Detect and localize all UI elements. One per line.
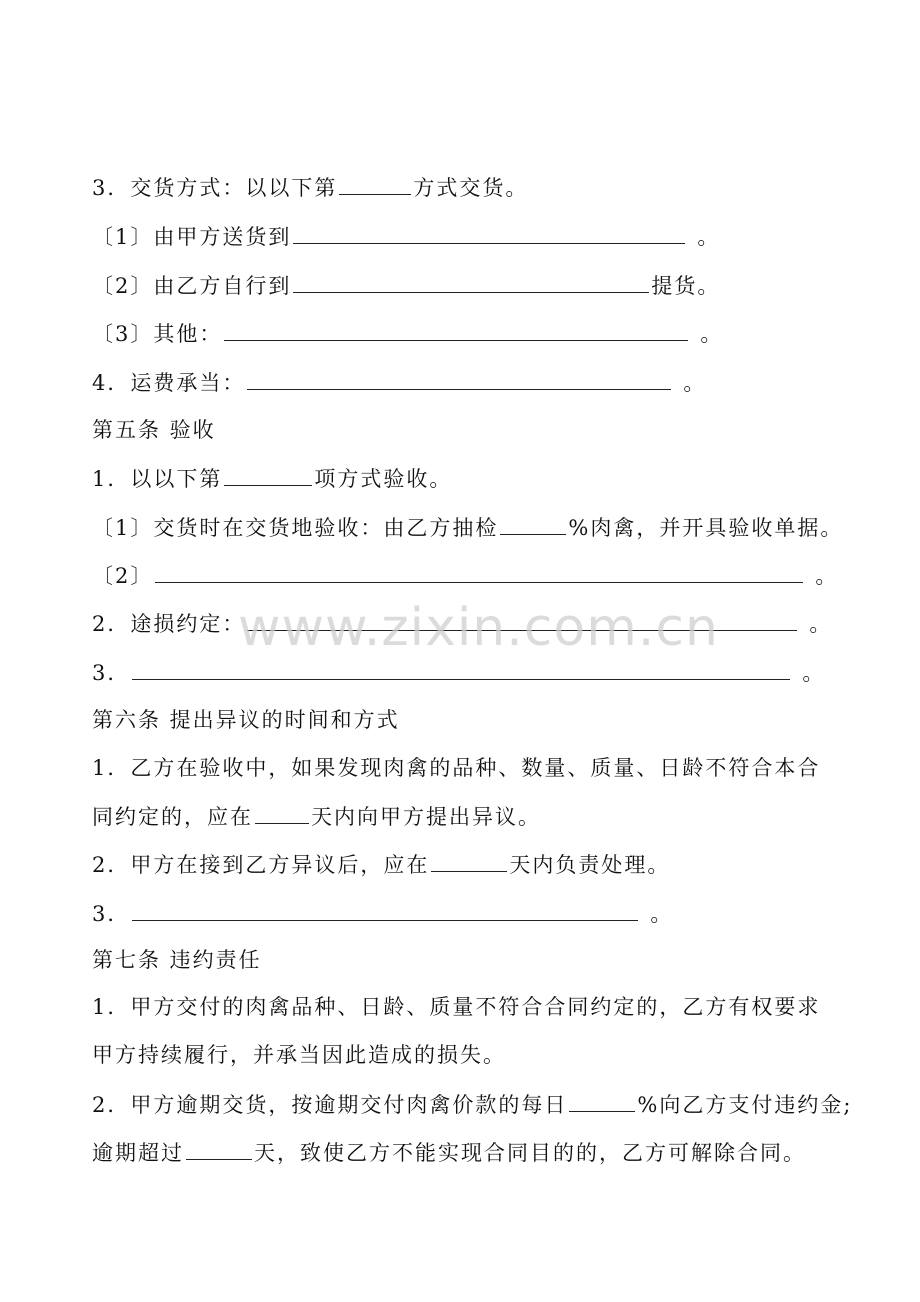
blank-field xyxy=(132,657,790,680)
acceptance-opt2-end: 。 xyxy=(815,564,839,588)
acceptance3-end: 。 xyxy=(802,661,826,685)
objection-1-line-2 xyxy=(92,801,880,831)
acceptance1-label: 1．以以下第 xyxy=(92,467,223,491)
blank-field xyxy=(339,172,411,195)
loss-end: 。 xyxy=(809,612,833,636)
delivery-option-2 xyxy=(92,270,880,300)
article-5-title xyxy=(92,415,880,445)
liability-1-line-1 xyxy=(92,992,880,1022)
blank-field xyxy=(500,512,566,535)
objection3-end: 。 xyxy=(650,902,674,926)
loss-label: 2．途损约定： xyxy=(92,612,246,636)
liability-2-line-2 xyxy=(92,1137,880,1167)
acceptance-item-3 xyxy=(92,657,880,687)
article-6-heading: 第六条 提出异议的时间和方式 xyxy=(92,708,400,732)
acceptance-opt2-label: 〔2〕 xyxy=(92,564,154,588)
objection-1-line-1 xyxy=(92,753,880,783)
acceptance1-tail: 项方式验收。 xyxy=(314,467,453,491)
objection1-text-2b: 天内向甲方提出异议。 xyxy=(311,805,541,829)
liability2-text-1b: %向乙方支付违约金; xyxy=(637,1093,853,1117)
freight-label: 4．运费承当： xyxy=(92,371,246,395)
objection-3-line xyxy=(92,898,880,928)
liability1-text-1: 1．甲方交付的肉禽品种、日龄、质量不符合合同约定的，乙方有权要求 xyxy=(92,995,821,1019)
delivery-opt1-label: 〔1〕由甲方送货到 xyxy=(92,225,292,249)
delivery-heading-tail: 方式交货。 xyxy=(413,176,529,200)
delivery-option-3 xyxy=(92,318,880,348)
article-6-title xyxy=(92,705,880,735)
delivery-option-1 xyxy=(92,221,880,251)
freight-end: 。 xyxy=(683,371,707,395)
acceptance-opt1-a: 〔1〕交货时在交货地验收：由乙方抽检 xyxy=(92,516,499,540)
freight-line xyxy=(92,367,880,397)
blank-field xyxy=(569,1089,635,1112)
delivery-opt3-end: 。 xyxy=(700,322,724,346)
delivery-method-line xyxy=(92,172,880,202)
liability2-text-2a: 逾期超过 xyxy=(92,1141,184,1165)
acceptance-opt1-b: %肉禽，并开具验收单据。 xyxy=(568,516,844,540)
liability-1-line-2 xyxy=(92,1040,880,1070)
acceptance-option-1 xyxy=(92,512,880,542)
blank-field xyxy=(293,221,685,244)
objection3-label: 3． xyxy=(92,902,131,926)
acceptance3-label: 3． xyxy=(92,661,131,685)
blank-field xyxy=(224,463,312,486)
acceptance-method-line xyxy=(92,463,880,493)
watermark: www.zixin.com.cn xyxy=(238,598,719,658)
article-7-title xyxy=(92,945,880,975)
delivery-opt1-end: 。 xyxy=(697,225,721,249)
objection-2-line xyxy=(92,849,880,879)
liability2-text-2b: 天，致使乙方不能实现合同目的的，乙方可解除合同。 xyxy=(254,1141,806,1165)
delivery-opt2-end: 提货。 xyxy=(651,274,721,298)
acceptance-option-2 xyxy=(92,560,880,590)
objection2-text-a: 2．甲方在接到乙方异议后，应在 xyxy=(92,853,430,877)
objection1-text-2a: 同约定的，应在 xyxy=(92,805,253,829)
delivery-opt2-label: 〔2〕由乙方自行到 xyxy=(92,274,292,298)
blank-field xyxy=(224,318,688,341)
blank-field xyxy=(247,367,671,390)
blank-field xyxy=(293,270,649,293)
blank-field xyxy=(431,849,507,872)
delivery-opt3-label: 〔3〕其他： xyxy=(92,322,223,346)
blank-field xyxy=(255,801,309,824)
objection2-text-b: 天内负责处理。 xyxy=(509,853,671,877)
liability-2-line-1 xyxy=(92,1089,880,1119)
delivery-heading: 3．交货方式：以以下第 xyxy=(92,176,338,200)
blank-field xyxy=(186,1137,252,1160)
article-5-heading: 第五条 验收 xyxy=(92,418,216,442)
article-7-heading: 第七条 违约责任 xyxy=(92,948,262,972)
objection1-text-1: 1．乙方在验收中，如果发现肉禽的品种、数量、质量、日龄不符合本合 xyxy=(92,756,821,780)
liability1-text-2: 甲方持续履行，并承当因此造成的损失。 xyxy=(92,1043,506,1067)
blank-field xyxy=(132,898,638,921)
liability2-text-1a: 2．甲方逾期交货，按逾期交付肉禽价款的每日 xyxy=(92,1093,568,1117)
blank-field xyxy=(155,560,803,583)
